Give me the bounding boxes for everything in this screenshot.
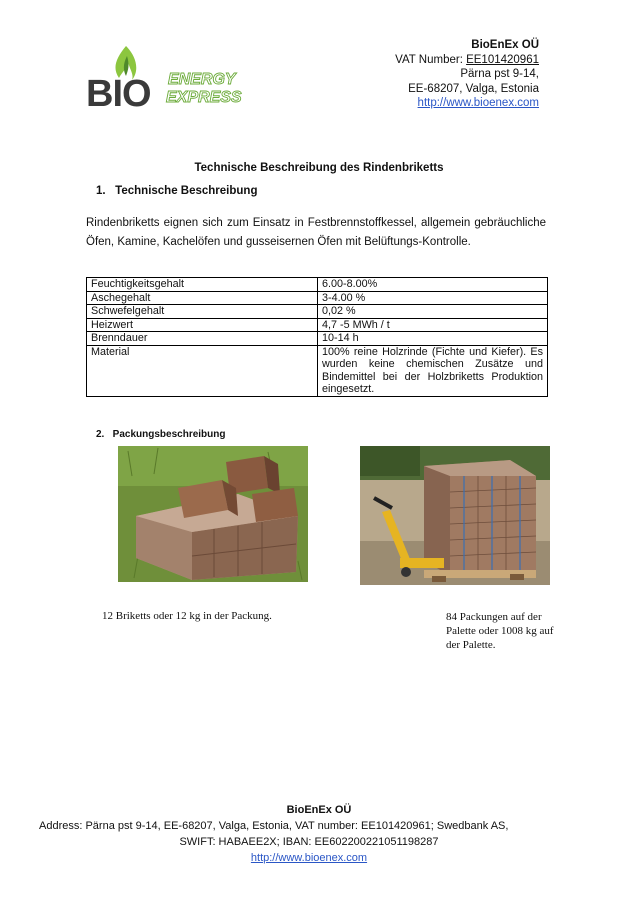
page-footer	[0, 802, 638, 866]
spec-value: 100% reine Holzrinde (Fichte und Kiefer). Es wurden keine chemischen Zusätze und Bindemittel bei der Holzbriketts Produktion eingesetzt.	[318, 345, 548, 396]
caption-pallet: 84 Packungen auf der Palette oder 1008 kg auf der Palette.	[446, 611, 554, 651]
briquettes-package-photo	[118, 446, 308, 582]
table-row	[87, 318, 548, 332]
spec-label: Brenndauer	[87, 332, 318, 346]
footer-address-line-1: Address: Pärna pst 9-14, EE-68207, Valga, Estonia, VAT number: EE101420961; Swedbank AS,	[39, 820, 509, 832]
footer-website-link[interactable]: http://www.bioenex.com	[250, 852, 368, 864]
spec-value: 6.00-8.00%	[318, 278, 548, 292]
logo-express-text: EXPRESS	[166, 89, 242, 106]
vat-number: EE101420961	[466, 53, 539, 66]
spec-label: Schwefelgehalt	[87, 305, 318, 319]
company-city: EE-68207, Valga, Estonia	[408, 82, 539, 95]
spec-table	[86, 277, 548, 397]
bio-energy-express-logo	[86, 44, 266, 112]
company-street: Pärna pst 9-14,	[460, 68, 539, 81]
logo-energy-text: ENERGY	[168, 71, 236, 88]
table-row	[87, 305, 548, 319]
spec-value: 0,02 %	[318, 305, 548, 319]
spec-label: Feuchtigkeitsgehalt	[87, 278, 318, 292]
section-1-heading: 1. Technische Beschreibung	[96, 185, 258, 197]
spec-value: 4,7 -5 MWh / t	[318, 318, 548, 332]
footer-company-name: BioEnEx OÜ	[286, 804, 352, 816]
pallet-photo	[360, 446, 550, 585]
logo-bio-text: BIO	[86, 73, 151, 112]
spec-value: 3-4.00 %	[318, 291, 548, 305]
company-website-link[interactable]: http://www.bioenex.com	[417, 97, 539, 110]
spec-label: Aschegehalt	[87, 291, 318, 305]
spec-value: 10-14 h	[318, 332, 548, 346]
table-row	[87, 332, 548, 346]
company-header	[395, 38, 539, 111]
table-row	[87, 291, 548, 305]
company-name: BioEnEx OÜ	[471, 39, 539, 51]
section-2-heading: 2. Packungsbeschreibung	[96, 429, 226, 440]
vat-line	[395, 53, 539, 68]
table-row	[87, 345, 548, 396]
document-title: Technische Beschreibung des Rindenbriketts	[194, 162, 444, 174]
footer-address-line-2: SWIFT: HABAEE2X; IBAN: EE602200221051198287	[179, 836, 439, 848]
table-row	[87, 278, 548, 292]
spec-label: Material	[87, 345, 318, 396]
vat-label: VAT Number:	[395, 53, 467, 66]
caption-package: 12 Briketts oder 12 kg in der Packung.	[102, 610, 272, 622]
intro-paragraph: Rindenbriketts eignen sich zum Einsatz in Festbrennstoffkessel, allgemein gebräuchliche Öfen, Kamine, Kachelöfen und gusseisernen Öfen mit Belüftungs-Kontrolle.	[86, 217, 546, 248]
spec-label: Heizwert	[87, 318, 318, 332]
